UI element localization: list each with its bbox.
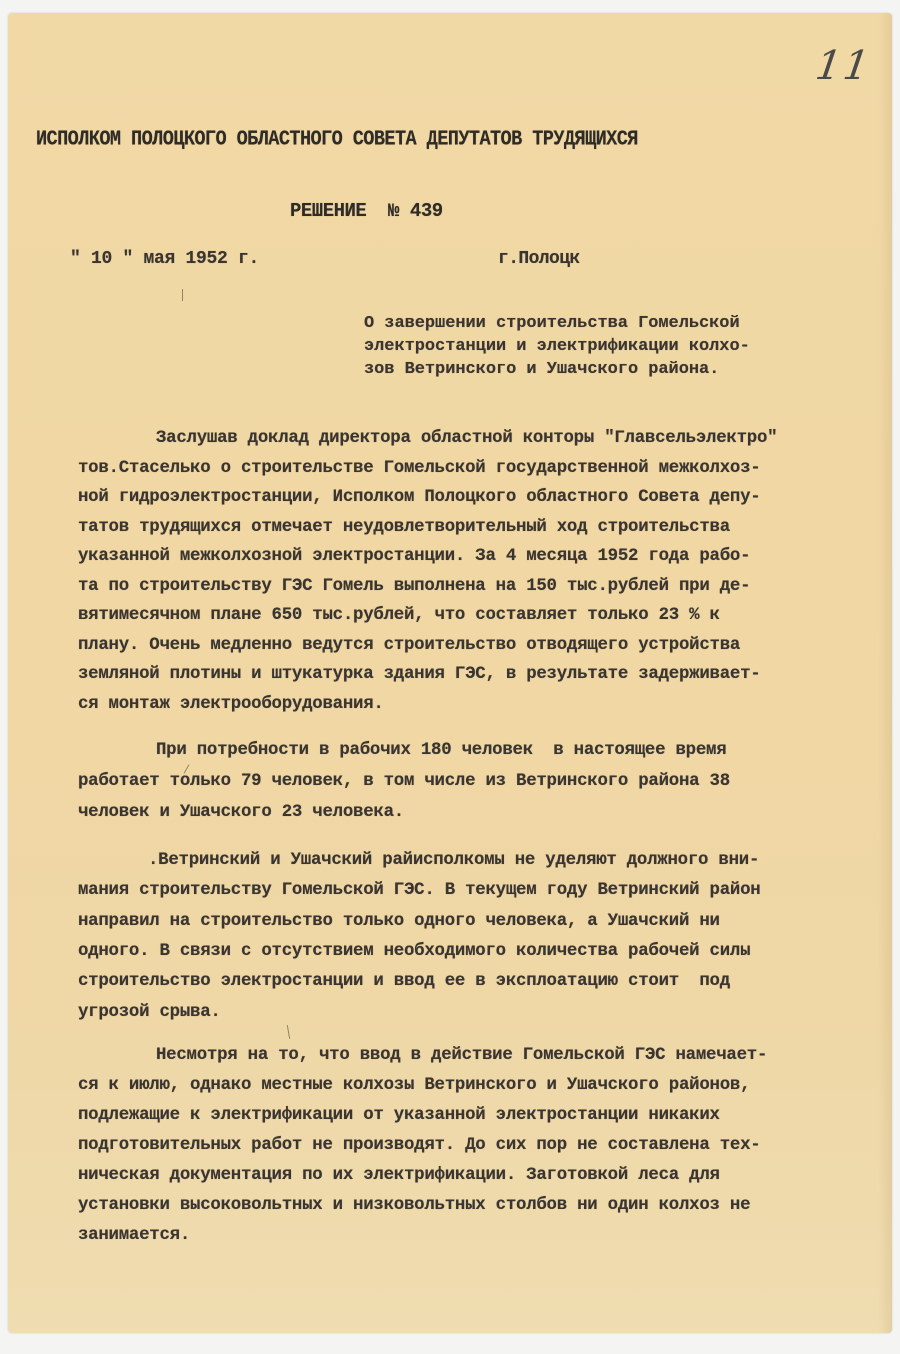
archival-document-page [8,13,892,1333]
paragraph-line: направил на строительство только одного человека, а Ушачский ни [78,912,720,931]
subject-line: зов Ветринского и Ушачского района. [364,360,720,379]
paragraph-line: ся монтаж электрооборудования. [78,695,384,714]
subject-line: электростанции и электрификации колхо- [364,337,750,356]
paragraph-line: одного. В связи с отсутствием необходимого количества рабочей силы [78,942,751,961]
paragraph-line: ся к июлю, однако местные колхозы Ветринского и Ушачского районов, [78,1076,751,1095]
paragraph-line: установки высоковольтных и низковольтных столбов ни один колхоз не [78,1196,751,1215]
paragraph-line: тов.Стаселько о строительстве Гомельской государственной межколхоз- [78,459,761,478]
paragraph-line: ной гидроэлектростанции, Исполком Полоцкого областного Совета депу- [78,488,761,507]
decision-date: " 10 " мая 1952 г. [70,249,260,269]
handwritten-folio-number: 11 [812,43,875,89]
issuing-authority-header: ИСПОЛКОМ ПОЛОЦКОГО ОБЛАСТНОГО СОВЕТА ДЕПУТАТОВ ТРУДЯЩИХСЯ [36,127,638,152]
paragraph-line: Несмотря на то, что ввод в действие Гомельской ГЭС намечает- [156,1046,768,1065]
paper-mark [182,289,183,301]
paragraph-line: занимается. [78,1226,191,1245]
paragraph-line: человек и Ушачского 23 человека. [78,803,404,822]
paragraph-line: та по строительству ГЭС Гомель выполнена на 150 тыс.рублей при де- [78,577,751,596]
paragraph-line: работает только 79 человек, в том числе из Ветринского района 38 [78,772,730,791]
paragraph-line: земляной плотины и штукатурка здания ГЭС, в результате задерживает- [78,665,761,684]
paragraph-line: мания строительству Гомельской ГЭС. В текущем году Ветринский район [78,881,761,900]
paragraph-line: плану. Очень медленно ведутся строительство отводящего устройства [78,636,741,655]
paragraph-line: .Ветринский и Ушачский райисполкомы не уделяют должного вни- [148,851,760,870]
paragraph-line: подготовительных работ не производят. До сих пор не составлена тех- [78,1136,761,1155]
subject-line: О завершении строительства Гомельской [364,314,740,333]
paragraph-line: вятимесячном плане 650 тыс.рублей, что составляет только 23 % к [78,606,720,625]
decision-title: РЕШЕНИЕ № 439 [290,200,443,222]
decision-city: г.Полоцк [498,249,580,269]
paragraph-line: Заслушав доклад директора областной конторы "Главсельэлектро" [156,429,778,448]
paragraph-line: строительство электростанции и ввод ее в эксплоатацию стоит под [78,972,730,991]
paragraph-line: угрозой срыва. [78,1003,221,1022]
paper-mark [287,1025,290,1039]
paragraph-line: татов трудящихся отмечает неудовлетворительный ход строительства [78,518,730,537]
paragraph-line: При потребности в рабочих 180 человек в настоящее время [156,741,727,760]
paragraph-line: ническая документация по их электрификации. Заготовкой леса для [78,1166,720,1185]
paragraph-line: подлежащие к электрификации от указанной электростанции никаких [78,1106,720,1125]
paragraph-line: указанной межколхозной электростанции. За 4 месяца 1952 года рабо- [78,547,751,566]
